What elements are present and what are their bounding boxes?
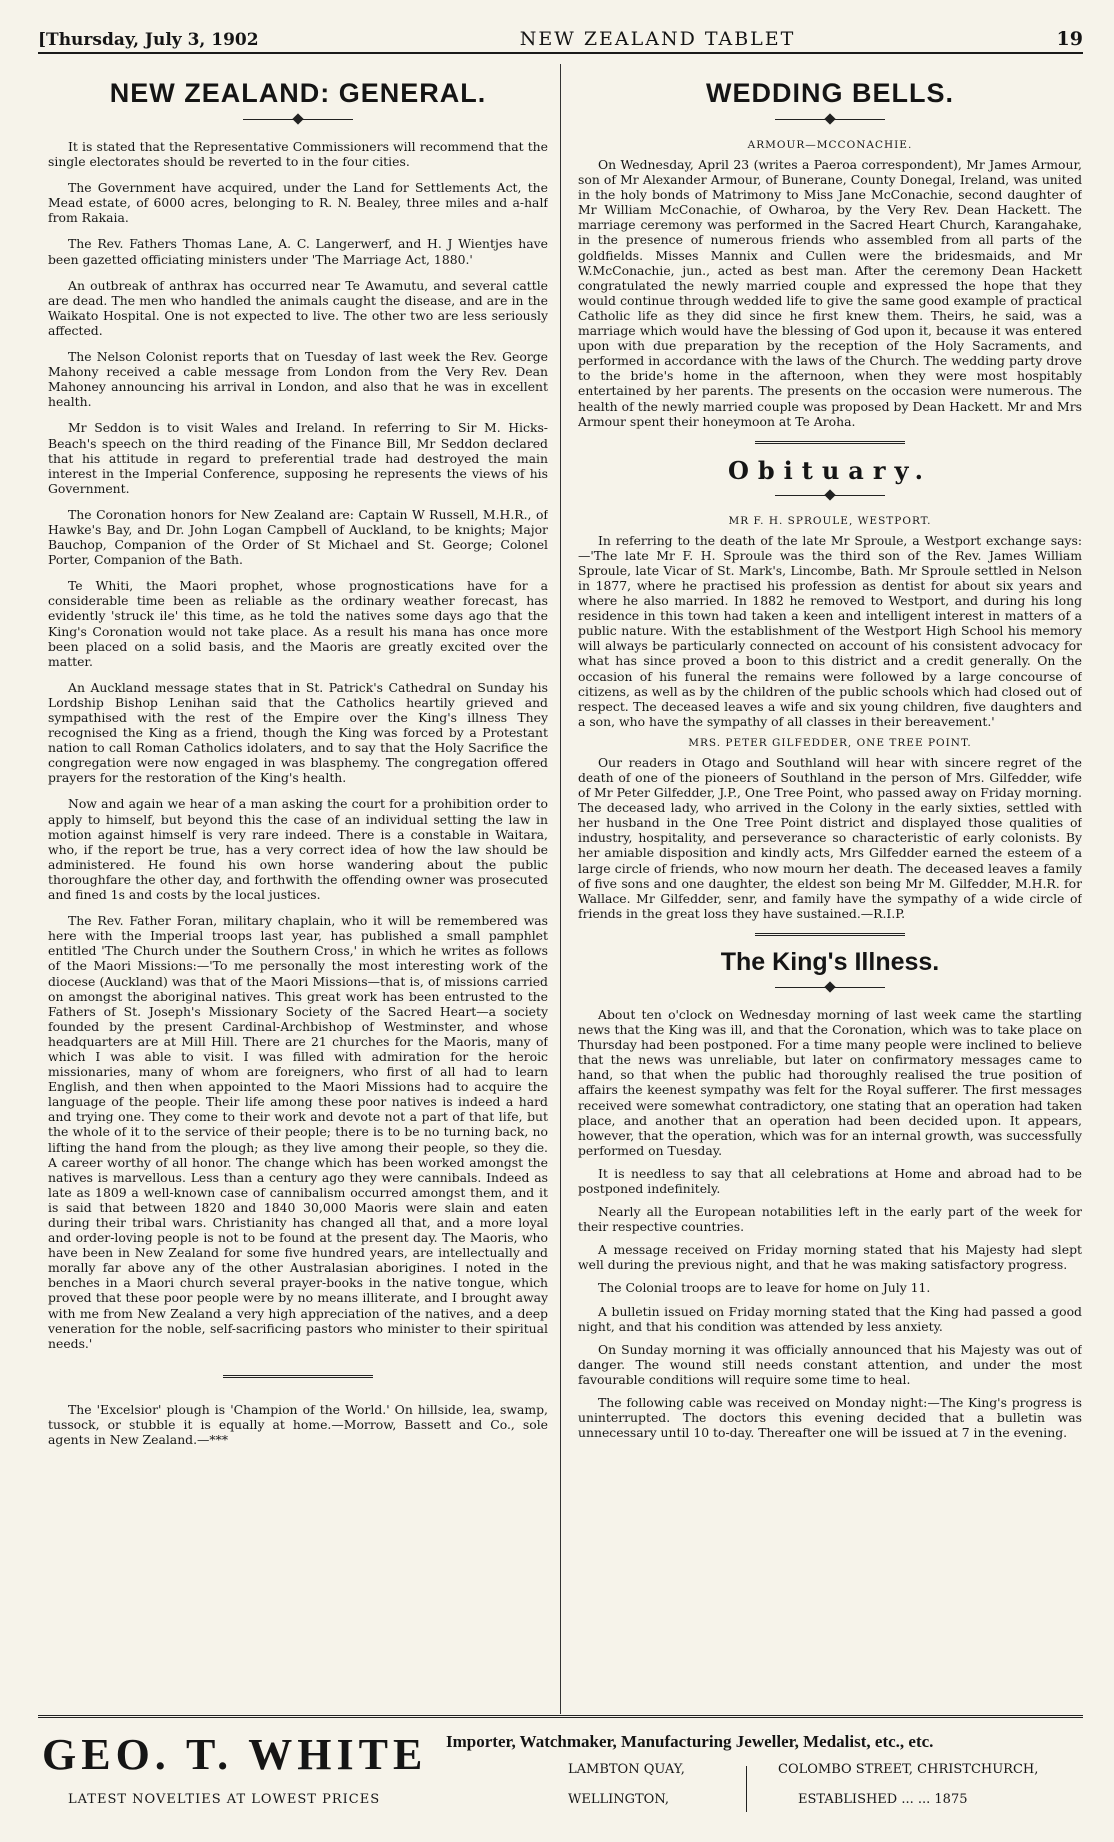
- news-item: Mr Seddon is to visit Wales and Ireland. In referring to Sir M. Hicks-Beach's speech on the third reading of the Finance Bill, Mr Seddon declared that his attitude in regard to preferential trade had destroyed the main interest in the Imperial Conference, supposing he represents the views of his Government.: [48, 420, 548, 496]
- obituary-text-sproule: In referring to the death of the late Mr Sproule, a Westport exchange says:—'The late Mr F. H. Sproule was the third son of the Rev. James William Sproule, late Vicar of St. Mark's, Lincombe, Bath. Mr Sproule settled in Nelson in 1877, where he practised his profession as dentist for about six years and where he also married. In 1882 he removed to Westport, and during his long residence in this town had taken a keen and intelligent interest in matters of a public nature. With the establishment of the Westport High School his memory will always be particularly connected on account of his consistent advocacy for what has since proved a boon to this district and a credit generally. On the occasion of his funeral the remains were followed by a large concourse of citizens, as well as by the children of the public schools which had closed out of respect. The deceased leaves a wife and six young children, five daughters and a son, who have the sympathy of all classes in their bereavement.': [578, 532, 1082, 729]
- kings-illness-para: A bulletin issued on Friday morning stated that the King had passed a good night, and that his condition was attended by less anxiety.: [578, 1303, 1082, 1334]
- news-item: An Auckland message states that in St. Patrick's Cathedral on Sunday his Lordship Bishop Lenihan said that the Catholics heartily grieved and sympathised with the rest of the Empire over the King's illness They recognised the King as a friend, though the King was forced by a Protestant nation to call Roman Catholics idolaters, and to say that the Holy Sacrifice the congregation were now engaged in was blasphemy. The congregation offered prayers for the restoration of the King's health.: [48, 679, 548, 786]
- paper-name: NEW ZEALAND TABLET: [519, 28, 796, 50]
- kings-illness-para: A message received on Friday morning stated that his Majesty had slept well during the previous night, and that he was making satisfactory progress.: [578, 1242, 1082, 1273]
- wedding-bells-title: WEDDING BELLS.: [706, 78, 954, 108]
- right-column: [578, 68, 1082, 1718]
- wedding-subhead: ARMOUR—MCCONACHIE.: [747, 139, 913, 151]
- white-jeweller-advert: [38, 1722, 1083, 1832]
- kings-illness-para: The following cable was received on Monday night:—The King's progress is uninterrupted. The doctors this evening decided that a bulletin was unnecessary until 10 to-day. Thereafter one will be issued at 7 in the evening.: [578, 1395, 1082, 1441]
- news-item: The Nelson Colonist reports that on Tuesday of last week the Rev. George Mahony received a cable message from London from the Very Rev. Dean Mahoney announcing his arrival in London, and also that he was in excellent health.: [48, 349, 548, 410]
- section-rule: [223, 1375, 373, 1380]
- advert-description: Importer, Watchmaker, Manufacturing Jeweller, Medalist, etc., etc.: [446, 1732, 934, 1751]
- news-item: The Rev. Father Foran, military chaplain, who it will be remembered was here with the Imperial troops last year, has published a small pamphlet entitled 'The Church under the Southern Cross,' in which he writes as follows of the Maori Missions:—'To me personally the most interesting work of the diocese (Auckland) was that of the Maori Missions—that is, of missions carried on amongst the aboriginal natives. This great work has been entrusted to the Fathers of St. Joseph's Missionary Society of the Sacred Heart—a society founded by the present Cardinal-Archbishop of Westminster, and whose headquarters are at Mill Hill. There are 21 churches for the Maoris, many of which I was able to visit. I was filled with admiration for the heroic missionaries, many of whom are foreigners, who first of all had to learn English, and then when appointed to the Maori Missions had to acquire the language of the people. Their life among these poor natives is indeed a hard and trying one. They come to their work and devote not a part of that life, but the whole of it to the service of their people; there is to be no turning back, no lifting the hand from the plough; as they live among their people, so they die. A career worthy of all honor. The change which has been worked amongst the natives is marvellous. Less than a century ago they were cannibals. Indeed as late as 1809 a well-known case of cannibalism occurred amongst them, and it is said that between 1820 and 1840 30,000 Maoris were slain and eaten during their tribal wars. Christianity has changed all that, and a more loyal and order-loving people is not to be found at the present day. The Maoris, who have been in New Zealand for some five hundred years, are intellectually and morally far above any of the other Australasian aborigines. I noted in the benches in a Maori church several prayer-books in the native tongue, which proved that these poor people were by no means illiterate, and I brought away with me from New Zealand a very high appreciation of the natives, and a deep veneration for the noble, self-sacrificing pastors who minister to their spiritual needs.': [48, 913, 548, 1351]
- news-item: Now and again we hear of a man asking the court for a prohibition order to apply to himself, but beyond this the case of an individual setting the law in motion against himself is very rare indeed. There is a constable in Waitara, who, if the report be true, has a very correct idea of how the law should be administered. He found his own horse wandering about the public thoroughfare the other day, and forthwith the offending owner was prosecuted and fined 1s and costs by the local justices.: [48, 796, 548, 903]
- section-rule: [755, 933, 905, 938]
- news-item: An outbreak of anthrax has occurred near Te Awamutu, and several cattle are dead. The men who handled the animals caught the disease, and are in the Waikato Hospital. One is not expected to live. The other two are less seriously affected.: [48, 277, 548, 338]
- advert-established: ESTABLISHED ... ... 1875: [798, 1792, 968, 1807]
- obituary-title: Obituary.: [727, 455, 933, 485]
- kings-illness-para: About ten o'clock on Wednesday morning of last week came the startling news that the King was ill, and that the Coronation, which was to take place on Thursday had been postponed. For a time many people were inclined to believe that the news was unreliable, but later on confirmatory messages came to hand, so that when the public had thoroughly realised the true position of affairs the keenest sympathy was felt for the Royal sufferer. The first messages received were somewhat contradictory, one stating that an operation had taken place, and another that an operation had been decided upon. It appears, however, that the operation, which was for an internal growth, was successfully performed on Tuesday.: [578, 1006, 1082, 1158]
- advert-tagline: LATEST NOVELTIES AT LOWEST PRICES: [68, 1792, 381, 1807]
- advert-address-christchurch: COLOMBO STREET, CHRISTCHURCH,: [778, 1762, 1039, 1777]
- column-divider: [560, 64, 561, 1714]
- general-news-title: NEW ZEALAND: GENERAL.: [109, 78, 487, 108]
- masthead: [38, 20, 1083, 54]
- news-item: The Rev. Fathers Thomas Lane, A. C. Langerwerf, and H. J Wientjes have been gazetted officiating ministers under 'The Marriage Act, 1880.': [48, 236, 548, 267]
- page-number: 19: [1056, 28, 1083, 50]
- kings-illness-title: The King's Illness.: [720, 947, 940, 976]
- kings-illness-para: It is needless to say that all celebrations at Home and abroad had to be postponed indefinitely.: [578, 1165, 1082, 1196]
- diamond-ornament: [243, 113, 353, 127]
- advert-brand: GEO. T. WHITE: [42, 1730, 428, 1779]
- diamond-ornament: [775, 113, 885, 127]
- kings-illness-para: The Colonial troops are to leave for home on July 11.: [598, 1280, 931, 1296]
- advert-address-wellington: WELLINGTON,: [568, 1792, 670, 1807]
- diamond-ornament: [775, 981, 885, 995]
- news-item: The Government have acquired, under the Land for Settlements Act, the Mead estate, of 6000 acres, belonging to R. N. Bealey, three miles and a-half from Rakaia.: [48, 180, 548, 226]
- kings-illness-para: Nearly all the European notabilities left in the early part of the week for their respective countries.: [578, 1204, 1082, 1235]
- news-item: Te Whiti, the Maori prophet, whose prognostications have for a considerable time been as reliable as the ordinary weather forecast, has evidently 'struck ile' this time, as he told the natives some days ago that the King's Coronation would not take place. As a result his mana has once more been placed on a solid basis, and the Maoris are greatly excited over the matter.: [48, 578, 548, 669]
- news-item: It is stated that the Representative Commissioners will recommend that the single electorates should be reverted to in the four cities.: [48, 139, 548, 170]
- advert-divider: [746, 1766, 747, 1812]
- kings-illness-para: On Sunday morning it was officially announced that his Majesty was out of danger. The wound still needs constant attention, and under the most favourable conditions will require some time to heal.: [578, 1341, 1082, 1387]
- diamond-ornament: [775, 489, 885, 503]
- advert-address-lambton: LAMBTON QUAY,: [568, 1762, 685, 1777]
- advert-rule: [38, 1715, 1083, 1718]
- excelsior-plough-ad: The 'Excelsior' plough is 'Champion of the World.' On hillside, lea, swamp, tussock, or stubble it is equally at home.—Morrow, Bassett and Co., sole agents in New Zealand.—***: [48, 1401, 548, 1448]
- wedding-text: On Wednesday, April 23 (writes a Paeroa correspondent), Mr James Armour, son of Mr Alexander Armour, of Bunerane, County Donegal, Ireland, was united in the holy bonds of Matrimony to Miss Jane McConachie, second daughter of Mr William McConachie, of Owharoa, by the Very Rev. Dean Hackett. The marriage ceremony was performed in the Sacred Heart Church, Karangahake, in the presence of numerous friends who assembled from all parts of the goldfields. Misses Mannix and Cullen were the bridesmaids, and Mr W.McConachie, jun., acted as best man. After the ceremony Dean Hackett congratulated the newly married couple and expressed the hope that they would continue through wedded life to give the same good example of practical Catholic life as they did since he first knew them. Theirs, he said, was a marriage which would have the blessing of God upon it, because it was entered upon with due preparation by the reception of the Holy Sacraments, and performed in accordance with the laws of the Church. The wedding party drove to the bride's home in the afternoon, when they were most hospitably entertained by her parents. The presents on the occasion were numerous. The health of the newly married couple was proposed by Dean Hackett. Mr and Mrs Armour spent their honeymoon at Te Aroha.: [578, 157, 1082, 429]
- news-item: The Coronation honors for New Zealand are: Captain W Russell, M.H.R., of Hawke's Bay, and Dr. John Logan Campbell of Auckland, to be knights; Major Bauchop, Companion of the Order of St Michael and St. George; Colonel Porter, Companion of the Bath.: [48, 506, 548, 568]
- section-rule: [755, 441, 905, 446]
- obituary-text-gilfedder: Our readers in Otago and Southland will hear with sincere regret of the death of one of the pioneers of Southland in the person of Mrs. Gilfedder, wife of Mr Peter Gilfedder, J.P., One Tree Point, who passed away on Friday morning. The deceased lady, who arrived in the Colony in the early sixties, settled with her husband in the One Tree Point district and displayed those qualities of industry, hospitality, and perseverance so characteristic of early colonists. By her amiable disposition and kindly acts, Mrs Gilfedder earned the esteem of a large circle of friends, who now mourn her death. The deceased leaves a family of five sons and one daughter, the eldest son being Mr M. Gilfedder, M.H.R. for Wallace. Mr Gilfedder, senr, and family have the sympathy of a wide circle of friends in the great loss they have sustained.—R.I.P.: [578, 754, 1082, 921]
- issue-date: [Thursday, July 3, 1902: [38, 30, 259, 50]
- left-column: [48, 68, 548, 1718]
- obituary-subhead-sproule: MR F. H. SPROULE, WESTPORT.: [728, 514, 932, 527]
- obituary-subhead-gilfedder: MRS. PETER GILFEDDER, ONE TREE POINT.: [688, 736, 972, 749]
